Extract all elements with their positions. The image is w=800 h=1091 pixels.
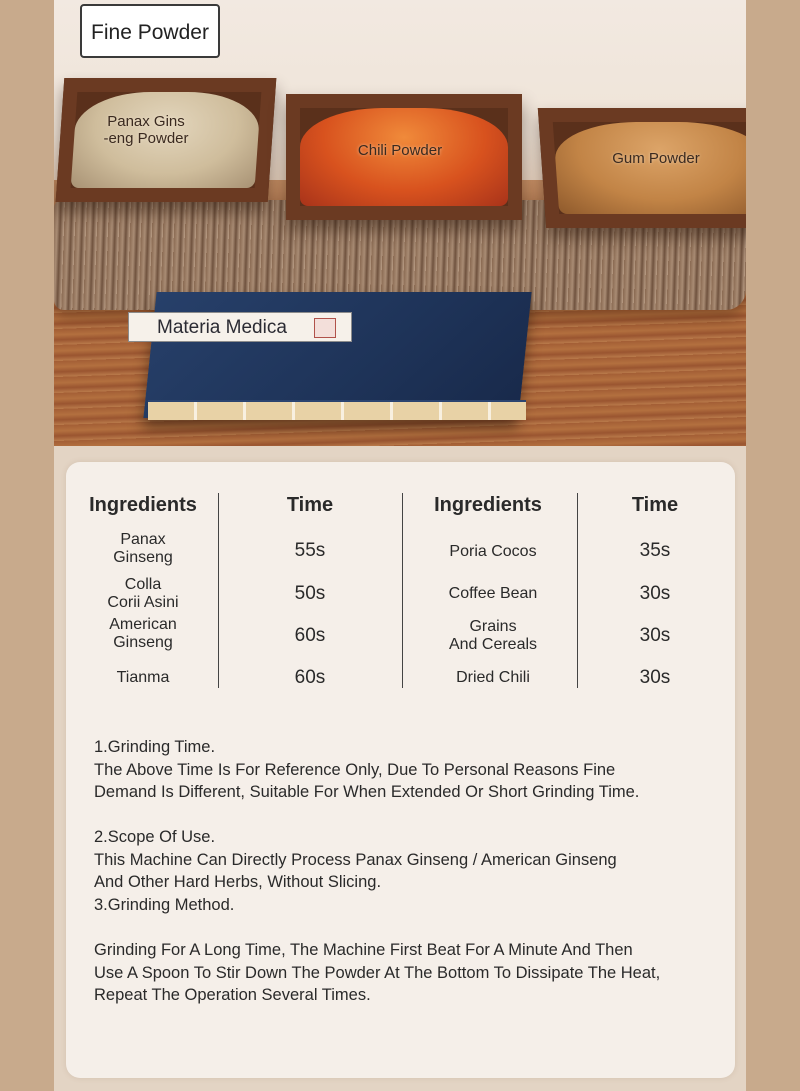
chili-powder-label: Chili Powder	[357, 142, 443, 159]
note-grinding-time: 1.Grinding Time. The Above Time Is For Reference Only, Due To Personal Reasons Fine Demand Is Different, Suitable For When Extended Or Short Grinding Time.	[94, 738, 640, 801]
table-cell-time: 60s	[294, 667, 326, 688]
note-grinding-method: Grinding For A Long Time, The Machine First Beat For A Minute And Then Use A Spoon To Stir Down The Powder At The Bottom To Dissipate The Heat, Repeat The Operation Several Times.	[94, 941, 661, 1004]
table-cell-ingredient: Grains And Cereals	[448, 618, 538, 653]
table-cell-time: 30s	[639, 667, 671, 688]
table-cell-time: 60s	[294, 625, 326, 646]
gum-powder-tray	[538, 108, 746, 228]
column-divider	[577, 493, 578, 688]
book-title-label: Materia Medica	[128, 312, 352, 342]
column-divider	[402, 493, 403, 688]
table-cell-ingredient: Poria Cocos	[449, 543, 537, 560]
table-cell-ingredient: Dried Chili	[456, 669, 530, 686]
header-time-right: Time	[631, 494, 679, 516]
note-scope-of-use: 2.Scope Of Use. This Machine Can Directly Process Panax Ginseng / American Ginseng And Other Hard Herbs, Without Slicing. 3.Grinding Method.	[94, 828, 617, 914]
table-cell-ingredient: American Ginseng	[109, 616, 177, 651]
ginseng-powder-label: Panax Gins -eng Powder	[103, 113, 189, 147]
header-time-left: Time	[286, 494, 334, 516]
table-cell-ingredient: Panax Ginseng	[113, 531, 173, 566]
table-cell-time: 30s	[639, 583, 671, 604]
table-cell-ingredient: Tianma	[116, 669, 170, 686]
column-divider	[218, 493, 219, 688]
product-photo	[54, 0, 746, 446]
header-ingredients-right: Ingredients	[434, 494, 542, 516]
gum-powder-label: Gum Powder	[612, 150, 700, 167]
table-cell-ingredient: Coffee Bean	[448, 585, 538, 602]
header-ingredients-left: Ingredients	[89, 494, 197, 516]
table-cell-time: 55s	[294, 540, 326, 561]
table-cell-time: 35s	[639, 540, 671, 561]
red-seal-stamp	[314, 318, 336, 338]
table-cell-time: 30s	[639, 625, 671, 646]
book-binding	[148, 400, 526, 420]
fine-powder-badge: Fine Powder	[80, 4, 220, 58]
table-cell-time: 50s	[294, 583, 326, 604]
table-cell-ingredient: Colla Corii Asini	[107, 576, 179, 611]
